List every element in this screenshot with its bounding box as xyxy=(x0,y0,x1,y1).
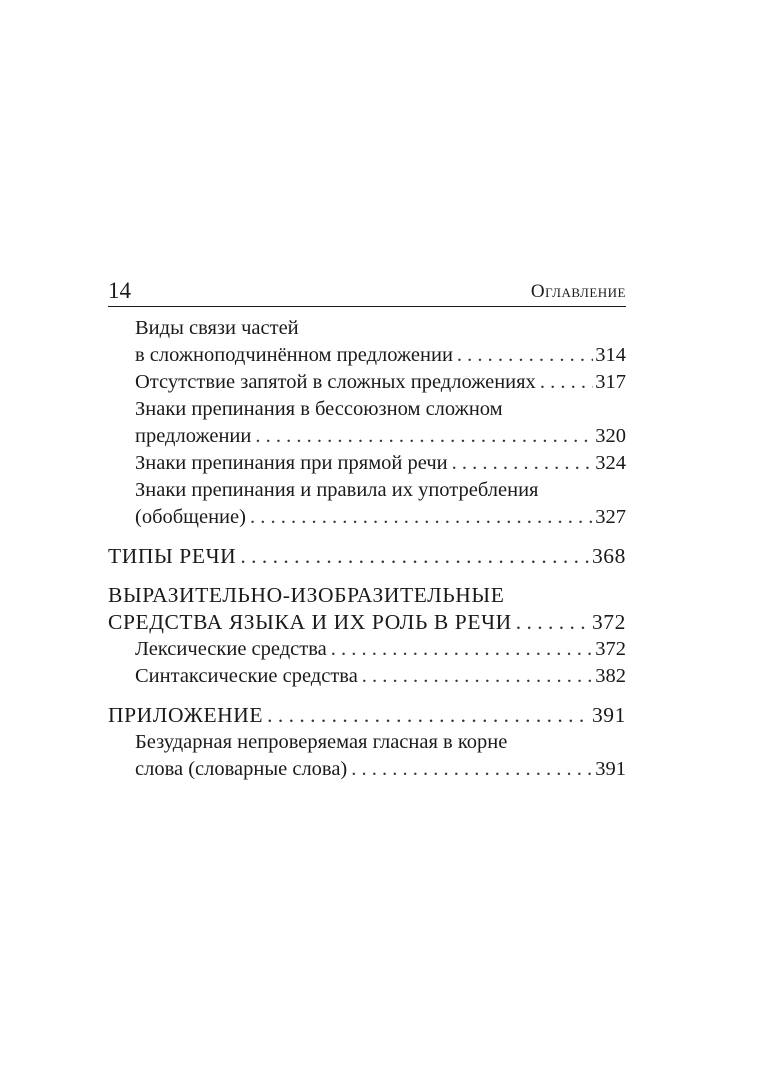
toc-page-number: 368 xyxy=(591,544,626,568)
toc-section-line xyxy=(108,582,626,609)
toc-entry-line[interactable] xyxy=(108,342,626,369)
running-title: Оглавление xyxy=(530,281,626,302)
toc-entry-line[interactable] xyxy=(108,663,626,690)
dot-leader xyxy=(351,756,593,783)
dot-leader xyxy=(267,702,590,729)
toc-entry-line[interactable] xyxy=(108,756,626,783)
toc-entry-title: предложении xyxy=(135,425,252,447)
toc-page-number: 327 xyxy=(595,506,626,528)
toc-entry-line[interactable] xyxy=(108,504,626,531)
toc-entry-line xyxy=(108,315,626,342)
toc-entry-title: (обобщение) xyxy=(135,506,246,528)
toc-page-number: 391 xyxy=(591,703,626,727)
dot-leader xyxy=(452,450,594,477)
dot-leader xyxy=(250,504,593,531)
toc-entry-title: Лексические средства xyxy=(135,638,327,660)
toc-page-number: 382 xyxy=(595,665,626,687)
table-of-contents xyxy=(108,307,626,783)
toc-entry-line xyxy=(108,396,626,423)
section-spacer xyxy=(108,531,626,543)
toc-section-line[interactable] xyxy=(108,702,626,729)
toc-section-title: СРЕДСТВА ЯЗЫКА И ИХ РОЛЬ В РЕЧИ xyxy=(108,610,512,634)
toc-entry-title: Знаки препинания и правила их употребления xyxy=(135,479,539,501)
toc-page-number: 372 xyxy=(591,610,626,634)
toc-entry-title: Знаки препинания при прямой речи xyxy=(135,452,448,474)
toc-entry-line[interactable] xyxy=(108,450,626,477)
dot-leader xyxy=(362,663,593,690)
toc-entry-title: Синтаксические средства xyxy=(135,665,358,687)
toc-entry-line xyxy=(108,477,626,504)
toc-page-number: 391 xyxy=(595,758,626,780)
dot-leader xyxy=(255,423,593,450)
dot-leader xyxy=(540,369,593,396)
toc-entry-line[interactable] xyxy=(108,636,626,663)
toc-entry-line[interactable] xyxy=(108,369,626,396)
toc-entry-title: Отсутствие запятой в сложных предложениях xyxy=(135,371,536,393)
toc-section-line[interactable] xyxy=(108,609,626,636)
toc-section-title: ПРИЛОЖЕНИЕ xyxy=(108,703,264,727)
toc-entry-title: Безударная непроверяемая гласная в корне xyxy=(135,731,508,753)
dot-leader xyxy=(457,342,593,369)
toc-section-title: ТИПЫ РЕЧИ xyxy=(108,544,237,568)
toc-entry-title: Знаки препинания в бессоюзном сложном xyxy=(135,398,503,420)
toc-page-number: 324 xyxy=(595,452,626,474)
toc-page-number: 314 xyxy=(595,344,626,366)
dot-leader xyxy=(240,543,590,570)
toc-entry-title: слова (словарные слова) xyxy=(135,758,348,780)
toc-page-number: 372 xyxy=(595,638,626,660)
toc-page-number: 317 xyxy=(595,371,626,393)
page-header xyxy=(108,276,626,307)
dot-leader xyxy=(516,609,590,636)
dot-leader xyxy=(331,636,594,663)
toc-entry-line[interactable] xyxy=(108,423,626,450)
toc-entry-title: в сложноподчинённом предложении xyxy=(135,344,453,366)
toc-entry-line xyxy=(108,729,626,756)
toc-section-line[interactable] xyxy=(108,543,626,570)
section-spacer xyxy=(108,690,626,702)
book-page xyxy=(108,276,626,783)
toc-section-title: ВЫРАЗИТЕЛЬНО-ИЗОБРАЗИТЕЛЬНЫЕ xyxy=(108,583,505,607)
toc-entry-title: Виды связи частей xyxy=(135,317,299,339)
toc-page-number: 320 xyxy=(595,425,626,447)
section-spacer xyxy=(108,570,626,582)
page-number: 14 xyxy=(108,278,131,303)
